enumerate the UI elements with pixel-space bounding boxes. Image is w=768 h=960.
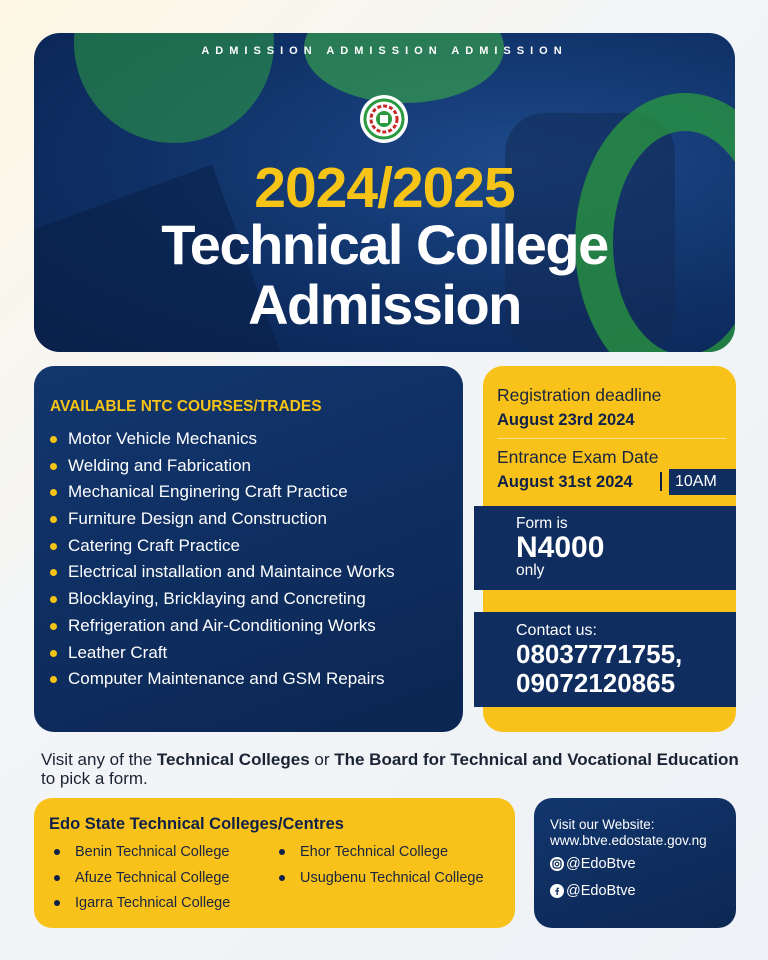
hero-title-line1: Technical College <box>161 213 608 276</box>
course-item <box>50 666 447 693</box>
colleges-right-column <box>274 843 484 894</box>
decor-helmet-shape <box>304 33 504 103</box>
colleges-left-column <box>49 843 230 920</box>
bullet-icon <box>279 875 285 881</box>
college-item <box>49 894 230 920</box>
course-label: Electrical installation and Maintaince Works <box>68 562 395 582</box>
facebook-icon <box>550 884 564 898</box>
bullet-icon <box>50 596 57 603</box>
exam-label: Entrance Exam Date <box>497 447 659 467</box>
course-label: Catering Craft Practice <box>68 535 240 555</box>
contact-box <box>474 612 736 707</box>
course-item <box>50 453 447 480</box>
course-item <box>50 586 447 613</box>
facebook-handle: @EdoBtve <box>566 883 636 899</box>
course-item <box>50 533 447 560</box>
bullet-icon <box>279 849 285 855</box>
website-panel <box>534 798 736 928</box>
bullet-icon <box>54 875 60 881</box>
college-item <box>274 843 484 869</box>
bullet-icon <box>54 900 60 906</box>
instagram-handle: @EdoBtve <box>566 856 636 872</box>
college-item <box>49 843 230 869</box>
course-item <box>50 479 447 506</box>
instagram-handle-row[interactable] <box>550 855 636 873</box>
form-price-box <box>474 506 736 590</box>
phone-number-1[interactable]: 08037771755, <box>516 639 683 669</box>
instagram-icon <box>550 857 564 871</box>
course-label: Blocklaying, Bricklaying and Concreting <box>68 589 366 609</box>
college-label: Ehor Technical College <box>300 844 449 860</box>
visit-instructions <box>41 750 741 788</box>
college-item <box>274 869 484 895</box>
exam-separator <box>660 472 662 491</box>
course-label: Mechanical Enginering Craft Practice <box>68 482 348 502</box>
visit-technical-colleges: Technical Colleges <box>156 750 310 769</box>
course-label: Leather Craft <box>68 642 168 662</box>
hero-title-line2: Admission <box>248 273 521 336</box>
colleges-title: Edo State Technical Colleges/Centres <box>49 815 344 833</box>
hero-year: 2024/2025 <box>254 156 515 220</box>
college-item <box>49 869 230 895</box>
visit-board-name: The Board for Technical and Vocational Education <box>334 750 739 769</box>
bullet-icon <box>54 849 60 855</box>
admission-strip: ADMISSION ADMISSION ADMISSION <box>201 45 568 57</box>
phone-number-2[interactable]: 09072120865 <box>516 668 676 698</box>
college-label: Usugbenu Technical College <box>300 869 484 886</box>
exam-time: 10AM <box>669 469 736 495</box>
facebook-handle-row[interactable] <box>550 882 636 900</box>
form-price-suffix: only <box>516 562 545 579</box>
board-logo-icon <box>360 95 408 143</box>
form-price-prefix: Form is <box>516 515 568 532</box>
course-label: Computer Maintenance and GSM Repairs <box>68 669 385 689</box>
course-item <box>50 426 447 453</box>
bullet-icon <box>50 463 57 470</box>
info-divider <box>497 438 726 439</box>
bullet-icon <box>50 623 57 630</box>
hero-banner <box>34 33 735 352</box>
bullet-icon <box>50 489 57 496</box>
courses-heading: AVAILABLE NTC COURSES/TRADES <box>50 398 322 415</box>
course-label: Furniture Design and Construction <box>68 509 327 529</box>
course-label: Motor Vehicle Mechanics <box>68 429 257 448</box>
exam-date: August 31st 2024 <box>497 473 633 491</box>
registration-date: August 23rd 2024 <box>497 411 635 429</box>
bullet-icon <box>50 569 57 576</box>
course-item <box>50 506 447 533</box>
contact-label: Contact us: <box>516 622 597 639</box>
college-label: Benin Technical College <box>75 844 230 860</box>
hero-title <box>34 215 735 335</box>
courses-panel <box>34 366 463 732</box>
bullet-icon <box>50 650 57 657</box>
course-list <box>50 426 447 693</box>
course-label: Refrigeration and Air-Conditioning Works <box>68 615 376 635</box>
course-label: Welding and Fabrication <box>68 455 252 475</box>
bullet-icon <box>50 436 57 443</box>
course-item <box>50 640 447 667</box>
visit-text: or <box>309 750 335 769</box>
registration-label: Registration deadline <box>497 385 662 405</box>
colleges-panel <box>34 798 515 928</box>
website-url[interactable]: www.btve.edostate.gov.ng <box>550 833 707 848</box>
college-label: Afuze Technical College <box>75 869 230 886</box>
course-item <box>50 613 447 640</box>
form-price: N4000 <box>516 531 605 564</box>
bullet-icon <box>50 516 57 523</box>
course-item <box>50 559 447 586</box>
college-label: Igarra Technical College <box>75 895 231 911</box>
bullet-icon <box>50 676 57 683</box>
bullet-icon <box>50 543 57 550</box>
visit-text: Visit any of the <box>41 750 157 769</box>
visit-text: to pick a form. <box>41 769 148 788</box>
website-label: Visit our Website: <box>550 817 655 832</box>
